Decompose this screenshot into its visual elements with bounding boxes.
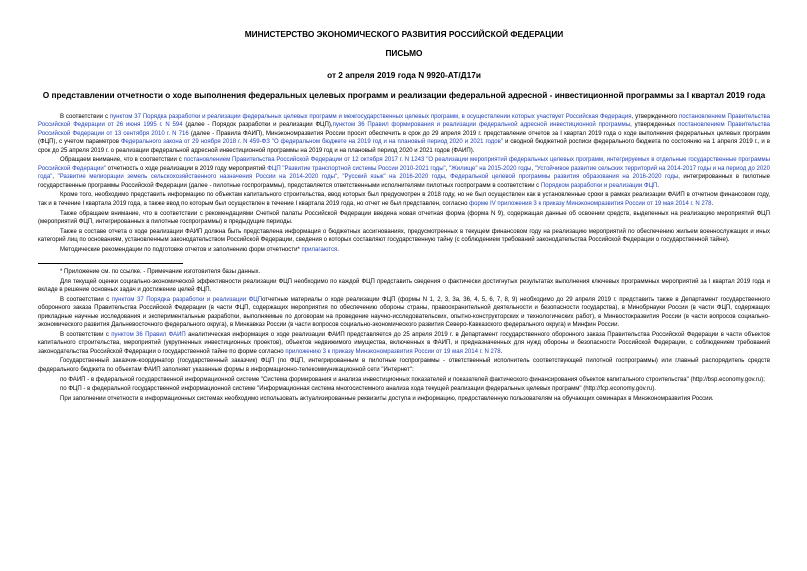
paragraph-1 <box>38 113 770 155</box>
text: , <box>445 165 450 172</box>
text: . <box>500 348 503 355</box>
text: отчетные материалы о ходе реализации ФЦП (формы N 1, 2, 3, 3а, 36, 4, 5, 6, 7, 8, 9) необходимо до 29 апреля 2019 г. представить также в Департамент государственного оборонного заказа Правительства Российской Федерации (в части ФЦП, содержащих мероприятия по обеспечению обороны страны, правоохранительной деятельности и безопасности государства), в Минобрнауки России (в части ФЦП, содержащих прикладные научные исследования и экспериментальные разработки, выполняемые по договорам на проведение научно-исследовательских, опытно-конструкторских и технологических работ), в Минвостокразвития России (в части вопросов социально-экономического развития Дальневосточного федерального округа), в Минкавказ России (в части вопросов социально-экономического развития Северо-Кавказского федерального округа) и Минфин России. <box>38 296 770 329</box>
document-header <box>38 28 770 81</box>
footnotes <box>38 268 770 403</box>
link-decree-1243[interactable]: постановлением Правительства Российской Федерации от 12 октября 2017 г. N 1243 "О реализации мероприятий федеральных целевых программ, интегрируемых в отдельные государственные программы Российской Федерации" <box>38 157 770 172</box>
text: , утвержденных <box>630 122 679 129</box>
text: . <box>711 200 714 207</box>
text: , утвержденного <box>631 114 679 120</box>
link-fcp-russian-language[interactable]: "Русский язык" на 2016-2020 годы <box>342 174 445 181</box>
paragraph-2 <box>38 156 770 190</box>
document-type: ПИСЬМО <box>385 48 423 58</box>
link-decree-716[interactable]: постановлением Правительства Российской Федерации от 13 сентября 2010 г. N 716 <box>38 122 770 137</box>
link-form-iv-order-278[interactable]: форме IV приложения 3 к приказу Минэкономразвития России от 19 мая 2014 г. N 278 <box>469 200 712 207</box>
link-attachment[interactable]: прилагаются <box>301 246 338 253</box>
text: , <box>337 174 343 181</box>
text: В соответствии с <box>60 331 112 338</box>
paragraph-3 <box>38 191 770 208</box>
text: Методические рекомендации по подготовке отчетов и заполнению форм отчетности* <box>60 246 302 253</box>
link-decree-594[interactable]: постановлением Правительства Российской Федерации от 26 июня 1995 г. N 594 <box>38 114 770 129</box>
text: . <box>657 182 660 189</box>
document-date-number: от 2 апреля 2019 года N 9920-АТ/Д17и <box>327 70 481 80</box>
text: В соответствии с <box>60 296 112 303</box>
text: аналитическая информация о ходе реализации ФАИП представляется до 25 апреля 2019 г. в Департамент государственного оборонного заказа Правительства Российской Федерации в части объектов капитального строительства, мероприятий (укрупненных инвестиционных проектов), объектов недвижимого имущества, включенных в ФАИП, и предназначенных для нужд обороны и безопасности Российской Федерации, с соблюдением требований законодательства Российской Федерации о государственной тайне по форме согласно <box>38 331 770 355</box>
footnote-4 <box>38 331 770 356</box>
text: Обращаем внимание, что в соответствии с <box>60 157 184 164</box>
link-fcp-transport[interactable]: ФЦП "Развитие транспортной системы России 2010-2021 годы" <box>267 165 446 172</box>
link-appendix-3-order-278[interactable]: приложению 3 к приказу Минэкономразвития России от 19 мая 2014 г. N 278 <box>285 348 501 355</box>
footnote-divider <box>38 263 183 264</box>
link-fcp-housing[interactable]: "Жилище" на 2015-2020 годы <box>449 165 532 172</box>
paragraph-6 <box>38 246 770 254</box>
link-rules-faip-36[interactable]: пунктом 36 Правил формирования и реализации федеральной адресной инвестиционной программы <box>332 122 631 129</box>
paragraph-5: Также в составе отчета о ходе реализации ФАИП должна быть представлена информация о бюджетных ассигнованиях, предусмотренных в текущем финансовом году на реализацию мероприятий по обеспечению жильем военнослужащих и иных категорий лиц по основаниям, установленным законодательством Российской Федерации, сведения о которых составляют государственную тайну (с соблюдением требований законодательства Российской Федерации о государственной тайне). <box>38 228 770 244</box>
ministry-name: МИНИСТЕРСТВО ЭКОНОМИЧЕСКОГО РАЗВИТИЯ РОССИЙСКОЙ ФЕДЕРАЦИИ <box>244 29 564 39</box>
document-subject: О представлении отчетности о ходе выполнения федеральных целевых программ и реализации федеральной адресной - инвестиционной программы за I квартал 2019 года <box>42 90 766 100</box>
footnote-5: Государственный заказчик-координатор (государственный заказчик) ФЦП (по ФЦП, интегрированным в пилотные госпрограммы - ответственный исполнитель соответствующей пилотной госпрограммы) или главный распорядитель средств федерального бюджета по объектам ФАИП заполняет указанные формы в информационно-телекоммуникационной сети "Интернет": <box>38 358 770 373</box>
text: , интегрированных в пилотные государственные программы Российской Федерации (далее - пилотные госпрограммы), представляется ответственными исполнителями пилотных госпрограмм в соответствии с <box>38 174 770 189</box>
text: (далее - Порядок разработки и реализации ФЦП), <box>182 122 333 129</box>
link-fcp-rural[interactable]: "Устойчивое развитие сельских территорий на 2014-2017 годы и на период до 2020 года" <box>38 165 770 181</box>
footnote-8: При заполнении отчетности в информационных системах необходимо использовать актуализированные реквизиты доступа и информацию, предоставленную пользователям на обучающих семинарах в Минэкономразвития России. <box>60 395 714 402</box>
text: и сводной бюджетной росписи федерального бюджета по состоянию на 1 апреля 2019 г., и в срок до 25 апреля 2019 г. о реализации федеральной адресной инвестиционной программы на 2019 год и на плановый период 2020 и 2021 годов (ФАИП). <box>38 139 770 154</box>
footnote-7: по ФЦП - в федеральной государственной информационной системе "Информационная система многосистемного анализа хода текущей реализации федеральных целевых программ" (http://fcp.economy.gov.ru). <box>60 386 656 393</box>
link-procedure-fcp[interactable]: пунктом 37 Порядка разработки и реализации федеральных целевых программ и межгосударственных целевых программ, в осуществлении которых участвует Российская Федерация <box>109 114 632 120</box>
footnote-2: Для текущей оценки социально-экономической эффективности реализации ФЦП необходимо по каждой ФЦП представить сведения о фактически достигнутых результатах выполнения ключевых программных мероприятий за I квартал 2019 года и вкладе в решение основных задач и достижение целей ФЦП. <box>38 278 770 294</box>
link-procedure-fcp-37[interactable]: пунктом 37 Порядка разработки и реализации ФЦП <box>111 296 263 303</box>
text: , <box>444 174 451 181</box>
text: . <box>337 246 339 253</box>
paragraph-4: Также обращаем внимание, что в соответствии с рекомендациями Счетной палаты Российской Федерации введена новая отчетная форма (форма N 9), содержащая данные об освоении средств, выделенных на реализацию мероприятий ФЦП (мероприятий ФЦП, интегрированных в пилотные госпрограммы) в предыдущие периоды. <box>38 210 770 225</box>
text: , <box>52 174 58 181</box>
text: отчетность о ходе реализации в 2019 году мероприятий <box>105 165 268 172</box>
footnote-6: по ФАИП - в федеральной государственной информационной системе "Система формирования и анализа инвестиционных показателей и показателей фактического финансирования объектов капитального строительства" (http://bsp.economy.gov.ru); <box>60 376 765 383</box>
footnote-1: * Приложение см. по ссылке. - Примечание изготовителя базы данных. <box>60 269 261 276</box>
link-federal-law-459[interactable]: Федерального закона от 29 ноября 2018 г. N 459-ФЗ "О федеральном бюджете на 2019 год и на плановый период 2020 и 2021 годов" <box>120 139 504 146</box>
text: (далее - Правила ФАИП), Минэкономразвития России просит обеспечить в срок до 29 апреля 2019 г. представление отчетов за I квартал 2019 года о ходе выполнения федеральных целевых программ (ФЦП), с учетом параметров <box>38 130 770 146</box>
link-procedure-fcp-2[interactable]: Порядком разработки и реализации ФЦП <box>540 182 658 189</box>
text: В соответствии с <box>60 114 110 120</box>
footnote-3 <box>38 296 770 330</box>
text: , <box>531 165 535 172</box>
document-body <box>38 113 770 254</box>
link-fcp-education[interactable]: Федеральной целевой программы развития образования на 2016-2020 годы <box>450 174 679 181</box>
link-rules-faip[interactable]: пунктом 36 Правил ФАИП <box>111 331 186 338</box>
text: Кроме того, необходимо представить информацию по объектам капитального строительства, ввод которых был предусмотрен в 2018 году, но не был осуществлен как в установленные сроки в рамках реализации ФАИП в отчетном финансовом году, так и в течение I квартала 2019 года, а также ввод по которым был осуществлен в течение I квартала 2019 года, но отчет не был представлен, согласно <box>38 192 770 207</box>
link-fcp-melioration[interactable]: "Развитие мелиорации земель сельскохозяйственного назначения России на 2014-2020 годы" <box>57 174 338 181</box>
